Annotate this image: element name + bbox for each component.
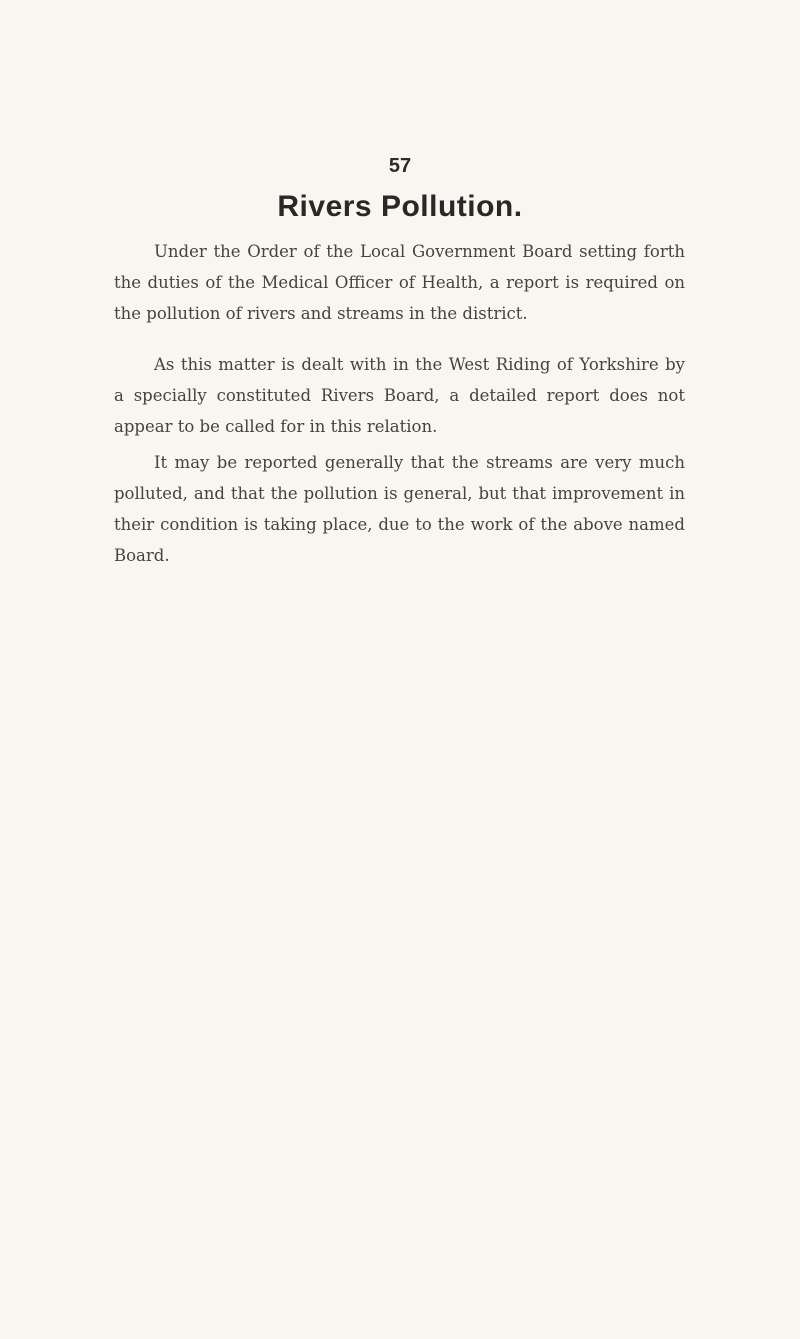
page-title: Rivers Pollution. — [277, 190, 523, 223]
paragraph-2: As this matter is dealt with in the West Riding of Yorkshire by a specially constituted Rivers Board, a detailed report does not appear to be called for in this relation. — [114, 355, 685, 436]
page-number: 57 — [388, 155, 412, 177]
paragraph-1: Under the Order of the Local Government Board setting forth the duties of the Medical Officer of Health, a report is required on the pollution of rivers and streams in the district. — [114, 242, 685, 323]
paragraph-3: It may be reported generally that the streams are very much polluted, and that the pollution is general, but that improvement in their condition is taking place, due to the work of the above named Board. — [114, 453, 685, 565]
